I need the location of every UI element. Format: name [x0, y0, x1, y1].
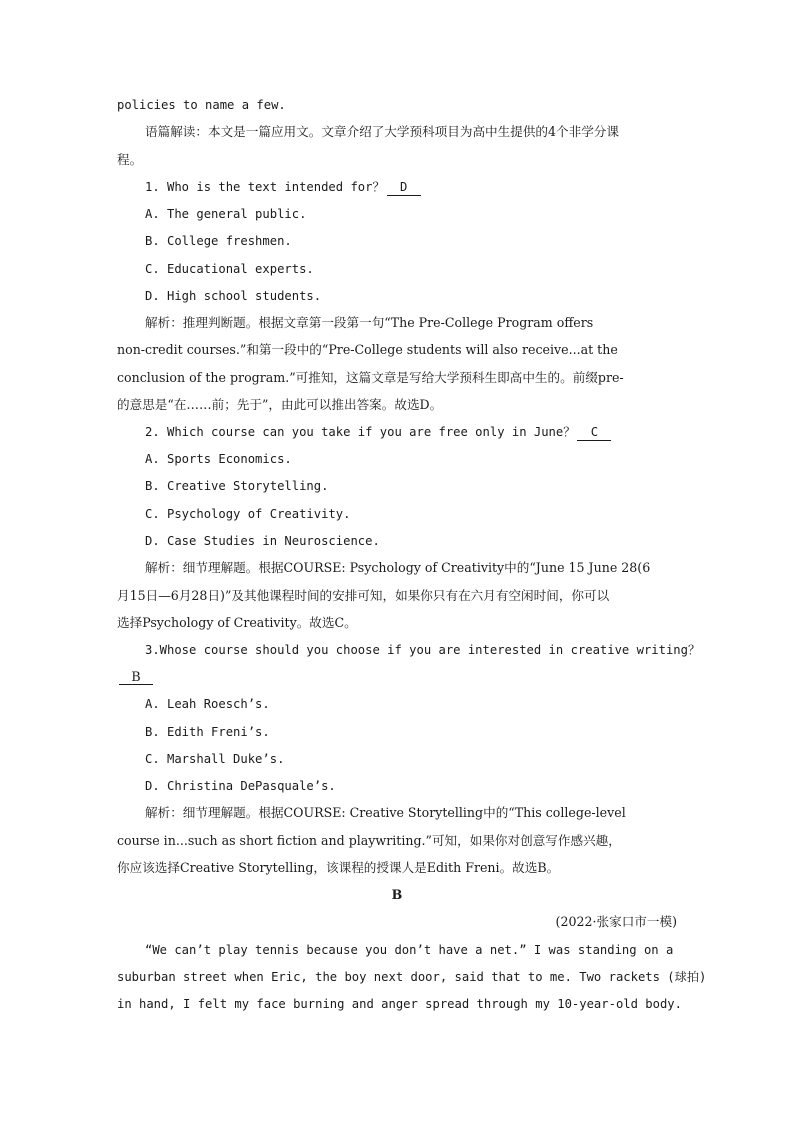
explanation: 解析：细节理解题。根据COURSE: Psychology of Creativity中的“June 15 June 28(6 — [145, 560, 651, 575]
source-note: (2022·张家口市一模) — [555, 914, 677, 929]
option: C. Educational experts. — [145, 262, 314, 276]
explanation-cont: 的意思是“在……前；先于”，由此可以推出答案。故选D。 — [117, 397, 443, 412]
question-3: 3.Whose course should you choose if you are interested in creative writing？ — [145, 643, 701, 657]
option: D. Case Studies in Neuroscience. — [145, 534, 380, 548]
answer-blank: B — [119, 669, 153, 685]
section-heading: B — [391, 887, 403, 902]
answer-blank: D — [387, 180, 421, 196]
option: D. High school students. — [145, 289, 322, 303]
question-text: 2. Which course can you take if you are free only in June？ — [145, 425, 576, 439]
text-line: policies to name a few. — [117, 98, 286, 112]
passage-summary: 语篇解读：本文是一篇应用文。文章介绍了大学预科项目为高中生提供的4个非学分课 — [145, 124, 619, 139]
explanation-cont: non-credit courses.”和第一段中的“Pre-College students will also receive...at the — [117, 342, 618, 357]
option: B. Edith Freni’s. — [145, 725, 270, 739]
passage-text: in hand, I felt my face burning and anger spread through my 10-year-old body. — [117, 997, 682, 1011]
option: A. Sports Economics. — [145, 452, 292, 466]
question-1 — [145, 178, 677, 196]
explanation-cont: course in...such as short fiction and playwriting.”可知，如果你对创意写作感兴趣， — [117, 833, 621, 848]
option: C. Marshall Duke’s. — [145, 752, 285, 766]
passage-text: suburban street when Eric, the boy next door, said that to me. Two rackets (球拍) — [117, 970, 707, 984]
passage-summary-cont: 程。 — [117, 152, 143, 167]
explanation: 解析：细节理解题。根据COURSE: Creative Storytelling中的“This college-level — [145, 805, 626, 820]
option: B. College freshmen. — [145, 234, 292, 248]
explanation-cont: 月15日—6月28日)”及其他课程时间的安排可知，如果你只有在六月有空闲时间，你可以 — [117, 588, 610, 603]
question-2 — [145, 423, 677, 441]
question-text: 1. Who is the text intended for？ — [145, 180, 385, 194]
option: A. The general public. — [145, 207, 307, 221]
passage-text: “We can’t play tennis because you don’t have a net.” I was standing on a — [145, 943, 674, 957]
option: C. Psychology of Creativity. — [145, 507, 351, 521]
explanation: 解析：推理判断题。根据文章第一段第一句“The Pre-College Program offers — [145, 315, 594, 330]
explanation-cont: 选择Psychology of Creativity。故选C。 — [117, 615, 357, 630]
answer-line — [117, 668, 677, 686]
answer-blank: C — [577, 425, 611, 441]
option: B. Creative Storytelling. — [145, 479, 329, 493]
option: D. Christina DePasquale’s. — [145, 779, 336, 793]
option: A. Leah Roesch’s. — [145, 697, 270, 711]
explanation-cont: conclusion of the program.”可推知，这篇文章是写给大学预科生即高中生的。前缀pre- — [117, 370, 624, 385]
explanation-cont: 你应该选择Creative Storytelling，该课程的授课人是Edith Freni。故选B。 — [117, 860, 560, 875]
